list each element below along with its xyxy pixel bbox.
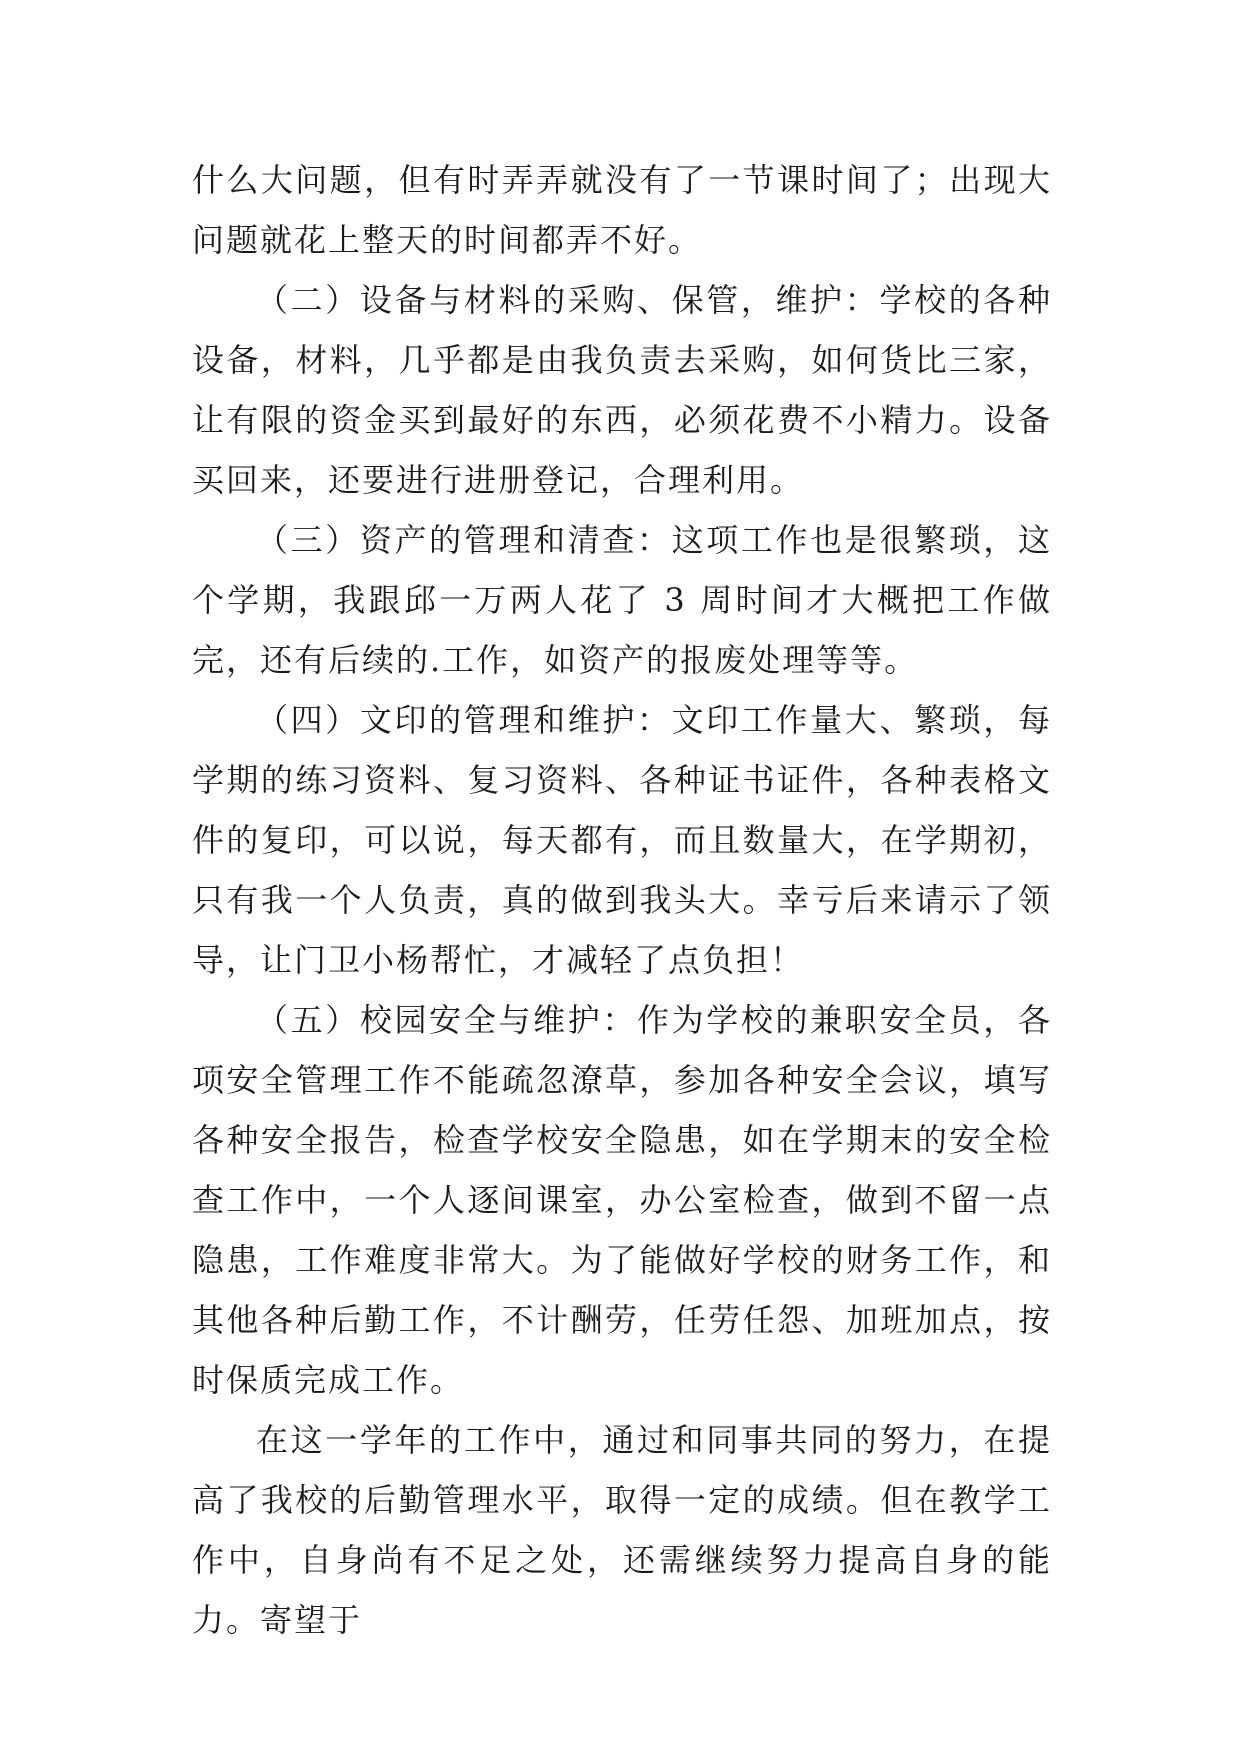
document-body — [192, 150, 1052, 1650]
paragraph-continued: 什么大问题，但有时弄弄就没有了一节课时间了；出现大问题就花上整天的时间都弄不好。 — [192, 161, 1052, 259]
paragraph-campus-safety: （五）校园安全与维护：作为学校的兼职安全员，各项安全管理工作不能疏忽潦草，参加各种安全会议，填写各种安全报告，检查学校安全隐患，如在学期末的安全检查工作中，一个人逐间课室，办公室检查，做到不留一点隐患，工作难度非常大。为了能做好学校的财务工作，和其他各种后勤工作，不计酬劳，任劳任怨、加班加点，按时保质完成工作。 — [192, 1001, 1052, 1399]
paragraph-equipment-procurement: （二）设备与材料的采购、保管，维护：学校的各种设备，材料，几乎都是由我负责去采购，如何货比三家，让有限的资金买到最好的东西，必须花费不小精力。设备买回来，还要进行进册登记，合理利用。 — [192, 281, 1052, 499]
paragraph-printing-management: （四）文印的管理和维护：文印工作量大、繁琐，每学期的练习资料、复习资料、各种证书证件，各种表格文件的复印，可以说，每天都有，而且数量大，在学期初，只有我一个人负责，真的做到我头大。幸亏后来请示了领导，让门卫小杨帮忙，才减轻了点负担！ — [192, 701, 1052, 979]
paragraph-asset-management: （三）资产的管理和清查：这项工作也是很繁琐，这个学期，我跟邱一万两人花了 3 周时间才大概把工作做完，还有后续的.工作，如资产的报废处理等等。 — [192, 521, 1052, 679]
paragraph-summary: 在这一学年的工作中，通过和同事共同的努力，在提高了我校的后勤管理水平，取得一定的成绩。但在教学工作中，自身尚有不足之处，还需继续努力提高自身的能力。寄望于 — [192, 1421, 1052, 1639]
